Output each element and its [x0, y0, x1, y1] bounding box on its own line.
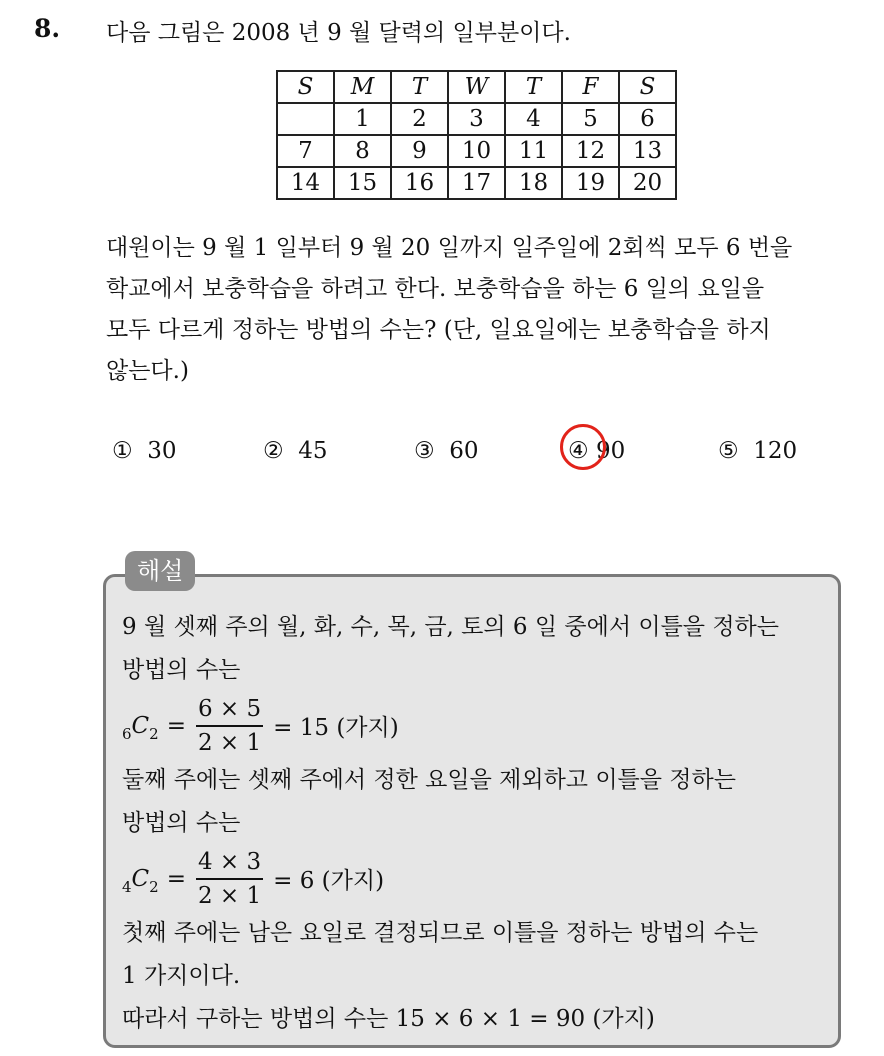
formula-pre-sub: 4 — [122, 877, 132, 896]
calendar-cell: 9 — [391, 135, 448, 167]
calendar-cell: 4 — [505, 103, 562, 135]
solution-line: 둘째 주에는 셋째 주에서 정한 요일을 제외하고 이틀을 정하는 — [122, 767, 736, 793]
formula-result: = 6 (가지) — [273, 868, 385, 894]
formula-sub: 2 — [149, 724, 159, 743]
choice-1-value: 30 — [147, 438, 177, 464]
header-fri: F — [562, 71, 619, 103]
choice-1-mark: ① — [112, 438, 133, 464]
calendar-cell: 20 — [619, 167, 676, 199]
formula-result: = 15 (가지) — [273, 715, 399, 741]
fraction-numerator: 6 × 5 — [196, 694, 263, 727]
formula-pre-sub: 6 — [122, 724, 132, 743]
calendar-cell: 10 — [448, 135, 505, 167]
answer-choices — [112, 438, 872, 474]
calendar-header-row — [277, 71, 676, 103]
calendar-cell: 8 — [334, 135, 391, 167]
header-sun: S — [277, 71, 334, 103]
fraction-numerator: 4 × 3 — [196, 847, 263, 880]
choice-3[interactable] — [414, 438, 479, 464]
problem-line: 학교에서 보충학습을 하려고 한다. 보충학습을 하는 6 일의 요일을 — [106, 276, 765, 302]
solution-line: 9 월 셋째 주의 월, 화, 수, 목, 금, 토의 6 일 중에서 이틀을 정하는 — [122, 614, 779, 640]
choice-5-mark: ⑤ — [718, 438, 739, 464]
choice-4[interactable] — [568, 438, 625, 464]
solution-line: 방법의 수는 — [122, 810, 241, 836]
header-tue: T — [391, 71, 448, 103]
solution-line: 방법의 수는 — [122, 657, 241, 683]
choice-3-value: 60 — [449, 438, 479, 464]
problem-line: 않는다.) — [106, 358, 189, 384]
header-wed: W — [448, 71, 505, 103]
calendar-cell: 15 — [334, 167, 391, 199]
formula-eq: = — [166, 865, 186, 892]
choice-2[interactable] — [263, 438, 328, 464]
solution-line: 첫째 주에는 남은 요일로 결정되므로 이틀을 정하는 방법의 수는 — [122, 920, 759, 946]
formula-eq: = — [166, 712, 186, 739]
problem-text — [106, 228, 866, 392]
solution-line: 따라서 구하는 방법의 수는 15 × 6 × 1 = 90 (가지) — [122, 1006, 655, 1032]
calendar-cell — [277, 103, 334, 135]
problem-line: 대원이는 9 월 1 일부터 9 월 20 일까지 일주일에 2회씩 모두 6 번을 — [106, 235, 793, 261]
calendar-cell: 13 — [619, 135, 676, 167]
calendar-cell: 5 — [562, 103, 619, 135]
choice-1[interactable] — [112, 438, 177, 464]
calendar-week-row — [277, 167, 676, 199]
answer-circle-mark — [560, 424, 606, 470]
calendar-cell: 3 — [448, 103, 505, 135]
fraction — [196, 694, 263, 758]
fraction-denominator: 2 × 1 — [197, 729, 262, 756]
choice-4-mark: ④ — [568, 438, 589, 464]
calendar-cell: 2 — [391, 103, 448, 135]
choice-5-value: 120 — [753, 438, 798, 464]
calendar-cell: 14 — [277, 167, 334, 199]
combination-formula-1 — [122, 692, 832, 759]
solution-body — [122, 606, 832, 1041]
calendar-cell: 1 — [334, 103, 391, 135]
solution-line: 1 가지이다. — [122, 963, 241, 989]
header-mon: M — [334, 71, 391, 103]
choice-5[interactable] — [718, 438, 797, 464]
choice-4-value: 90 — [595, 438, 626, 464]
calendar-cell: 7 — [277, 135, 334, 167]
calendar-cell: 11 — [505, 135, 562, 167]
combination-formula-2 — [122, 845, 832, 912]
choice-2-mark: ② — [263, 438, 284, 464]
formula-sub: 2 — [149, 877, 159, 896]
solution-tag: 해설 — [125, 551, 195, 591]
calendar-cell: 18 — [505, 167, 562, 199]
calendar-cell: 17 — [448, 167, 505, 199]
header-thu: T — [505, 71, 562, 103]
choice-2-value: 45 — [298, 438, 328, 464]
calendar-cell: 6 — [619, 103, 676, 135]
problem-line: 모두 다르게 정하는 방법의 수는? (단, 일요일에는 보충학습을 하지 — [106, 317, 771, 343]
calendar-cell: 16 — [391, 167, 448, 199]
formula-var: C — [131, 712, 150, 739]
fraction-denominator: 2 × 1 — [197, 882, 262, 909]
choice-3-mark: ③ — [414, 438, 435, 464]
question-intro: 다음 그림은 2008 년 9 월 달력의 일부분이다. — [106, 20, 571, 46]
calendar-week-row — [277, 103, 676, 135]
calendar-cell: 12 — [562, 135, 619, 167]
question-number: 8. — [34, 14, 61, 43]
header-sat: S — [619, 71, 676, 103]
calendar-week-row — [277, 135, 676, 167]
fraction — [196, 847, 263, 911]
calendar-table — [276, 70, 677, 200]
formula-var: C — [131, 865, 150, 892]
calendar-cell: 19 — [562, 167, 619, 199]
